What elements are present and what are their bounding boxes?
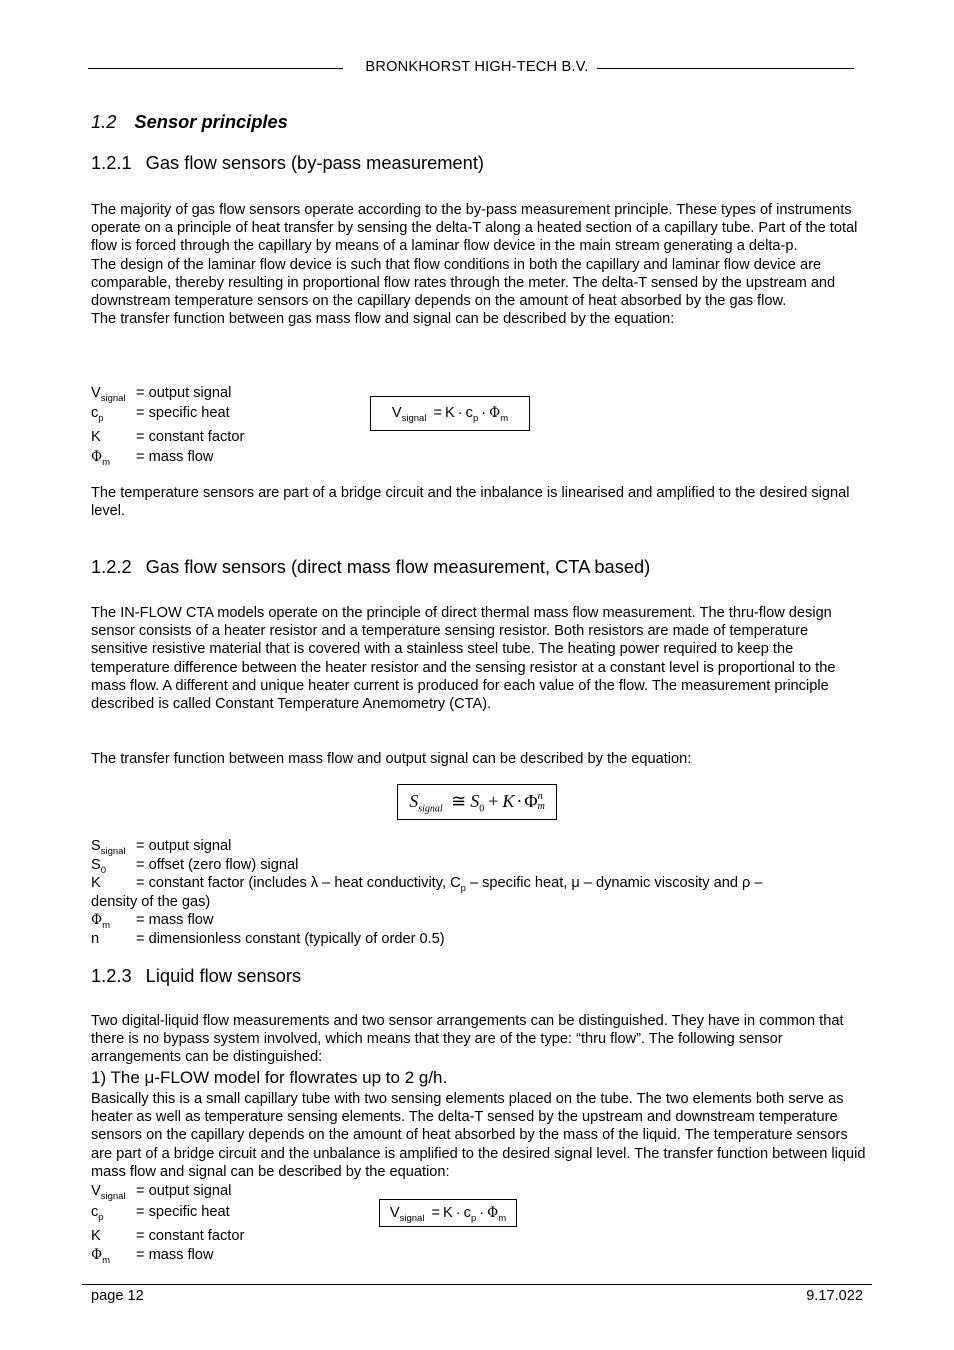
- document-version: 9.17.022: [806, 1288, 863, 1304]
- paragraph: The IN-FLOW CTA models operate on the principle of direct thermal mass flow measurement. The thru-flow design sensor consists of a heater resistor and a temperature sensing resistor. Both resistors are made of temperature sensitive resistive material that is covered with a stainless steel tube. The heating power required to keep the temperature difference between the heater resistor and the sensing resistor at a constant level is proportional to the mass flow. A different and unique heater current is produced for each value of the flow. The measurement principle described is called Constant Temperature Anemometry (CTA).: [91, 605, 836, 713]
- s123-body: [91, 1012, 866, 1067]
- equation-box: [370, 396, 530, 431]
- s122-transfer-text: [91, 750, 866, 768]
- paragraph: The transfer function between mass flow and output signal can be described by the equation:: [91, 751, 692, 767]
- mu-flow-heading: 1) The μ-FLOW model for flowrates up to 2 g/h.: [91, 1068, 448, 1087]
- section-title: Sensor principles: [134, 111, 288, 132]
- s123-mu-flow-body: [91, 1090, 866, 1181]
- equation-box-liquid: [379, 1199, 517, 1227]
- page-number: page 12: [91, 1288, 144, 1304]
- subsection-1-2-1-heading: [91, 154, 484, 172]
- s122-body: [91, 604, 866, 713]
- s121-closing: [91, 484, 866, 520]
- paragraph: Basically this is a small capillary tube with two sensing elements placed on the tube. The two elements both serve as heater as well as temperature sensing elements. The delta-T sensed by the upstream and downstream temperature sensors on the capillary depends on the amount of heat absorbed by the mass of the liquid. The temperature sensors are part of a bridge circuit and the unbalance is amplified to the desired signal level. The transfer function between liquid mass flow and signal can be described by the equation:: [91, 1091, 866, 1180]
- section-number: 1.2: [91, 111, 117, 132]
- subsection-1-2-2-heading: [91, 558, 650, 576]
- section-heading: [91, 113, 288, 131]
- subsection-number: 1.2.1: [91, 152, 132, 173]
- header-company: BRONKHORST HIGH-TECH B.V.: [365, 59, 589, 75]
- subsection-title: Gas flow sensors (direct mass flow measurement, CTA based): [145, 556, 651, 577]
- paragraph: The transfer function between gas mass flow and signal can be described by the equation:: [91, 311, 675, 328]
- subsection-1-2-3-heading: [91, 967, 301, 985]
- subsection-number: 1.2.2: [91, 556, 132, 577]
- subsection-number: 1.2.3: [91, 965, 132, 986]
- s121-body: [91, 201, 866, 328]
- equation-vsignal: $V_{signal} = K \cdot c_p \cdot \Phi_m$: [391, 405, 509, 425]
- equation-box-cta: [397, 784, 557, 820]
- header-rule-right: [597, 68, 854, 69]
- equation-ssignal: $S_{signal}$ ≅ $S_0 + K \cdot \Phi$ n m: [409, 790, 545, 815]
- subsection-title: Gas flow sensors (by-pass measurement): [145, 152, 484, 173]
- paragraph: Two digital-liquid flow measurements and two sensor arrangements can be distinguished. They have in common that there is no bypass system involved, which means that they are of the type: “thru flow”. The following sensor arrangements can be distinguished:: [91, 1013, 844, 1066]
- paragraph: The majority of gas flow sensors operate according to the by-pass measurement principle. These types of instruments operate on a principle of heat transfer by sensing the delta-T along a heated section of a capillary tube. Part of the total flow is forced through the capillary by means of a laminar flow device in the main stream generating a delta-p.: [91, 202, 858, 255]
- paragraph: The design of the laminar flow device is such that flow conditions in both the capillary and laminar flow device are comparable, thereby resulting in proportional flow rates through the meter. The delta-T sensed by the upstream and downstream temperature sensors on the capillary depends on the amount of heat absorbed by the gas flow.: [91, 256, 836, 310]
- equation-vsignal-liquid: $V_{signal} = K \cdot c_p \cdot \Phi_m$: [389, 1204, 507, 1224]
- subsection-title: Liquid flow sensors: [145, 965, 302, 986]
- footer-rule: [82, 1284, 872, 1285]
- paragraph: The temperature sensors are part of a bridge circuit and the inbalance is linearised and amplified to the desired signal level.: [91, 485, 850, 520]
